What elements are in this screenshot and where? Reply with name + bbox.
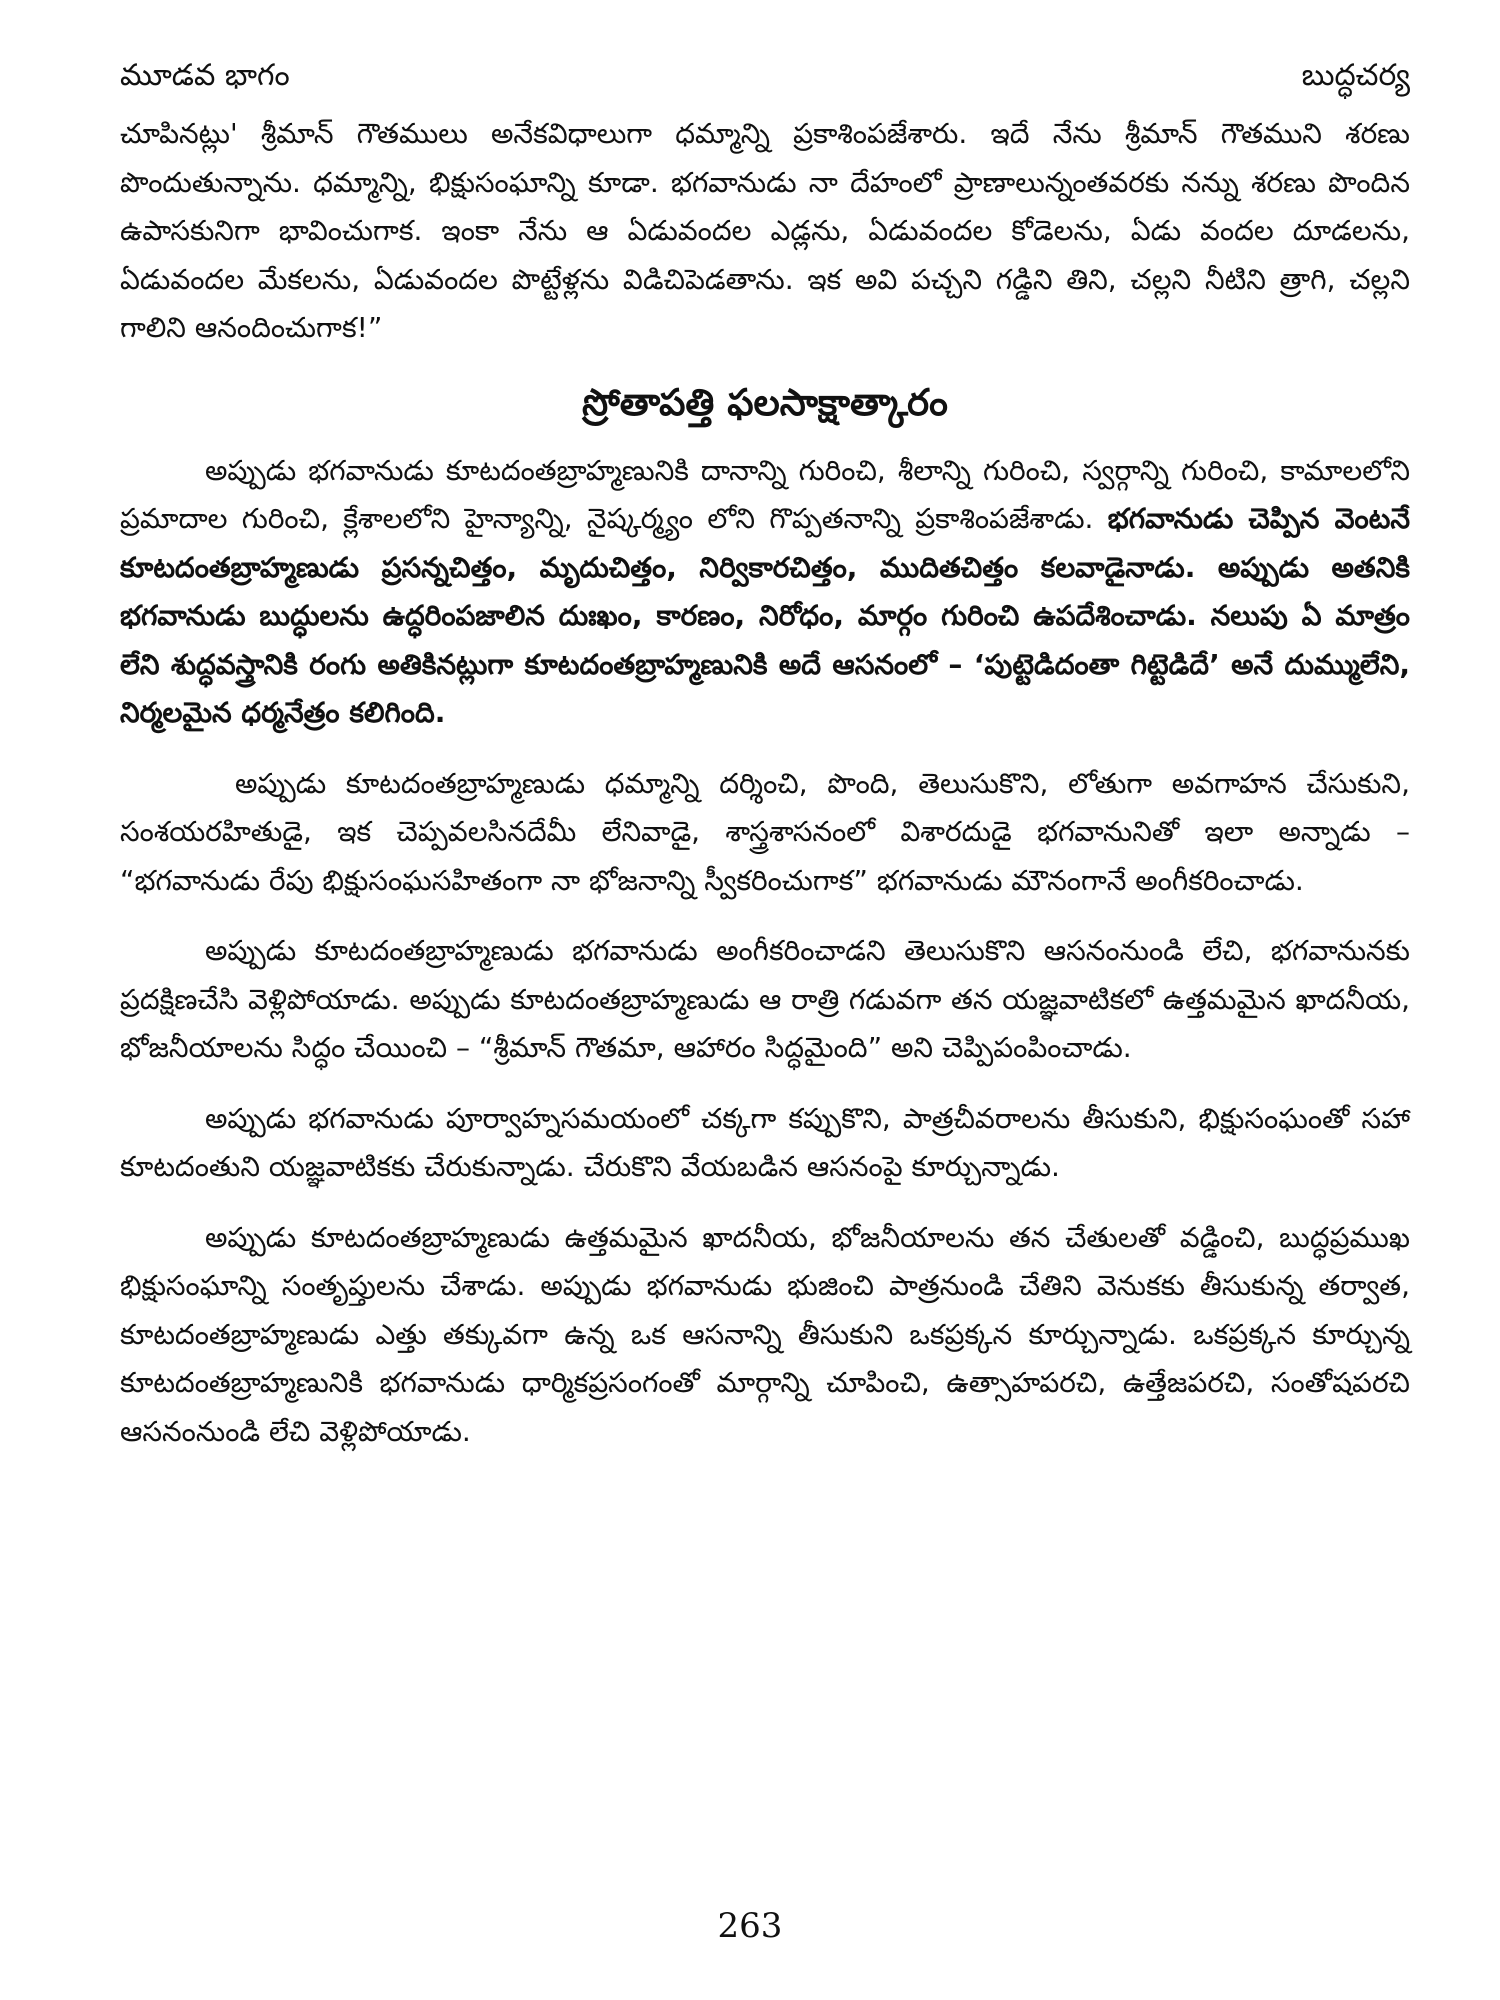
- main-text: [120, 110, 1410, 1456]
- paragraph-4: అప్పుడు భగవానుడు పూర్వాహ్నసమయంలో చక్కగా కప్పుకొని, పాత్రచీవరాలను తీసుకుని, భిక్షుసంఘంతో సహా కూటదంతుని యజ్ఞవాటికకు చేరుకున్నాడు. చేరుకొని వేయబడిన ఆసనంపై కూర్చున్నాడు.: [120, 1101, 1410, 1183]
- section-heading: స్రోతాపత్తి ఫలసాక్షాత్కారం: [582, 380, 948, 424]
- paragraph-1: [120, 447, 1410, 738]
- header-book-title: బుద్ధచర్య: [1301, 58, 1410, 93]
- paragraph-1-text: అప్పుడు భగవానుడు కూటదంతబ్రాహ్మణునికి దానాన్ని గురించి, శీలాన్ని గురించి, స్వర్గాన్ని గురించి, కామాలలోని ప్రమాదాల గురించి, క్లేశాలలోని హైన్యాన్ని, నైష్కర్మ్యం లోని గొప్పతనాన్ని ప్రకాశింపజేశాడు.: [120, 453, 1410, 535]
- paragraph-5: అప్పుడు కూటదంతబ్రాహ్మణుడు ఉత్తమమైన ఖాదనీయ, భోజనీయాలను తన చేతులతో వడ్డించి, బుద్ధప్రముఖ భిక్షుసంఘాన్ని సంతృప్తులను చేశాడు. అప్పుడు భగవానుడు భుజించి పాత్రనుండి చేతిని వెనుకకు తీసుకున్న తర్వాత, కూటదంతబ్రాహ్మణుడు ఎత్తు తక్కువగా ఉన్న ఒక ఆసనాన్ని తీసుకుని ఒకప్రక్కన కూర్చున్నాడు. ఒకప్రక్కన కూర్చున్న కూటదంతబ్రాహ్మణునికి భగవానుడు ధార్మికప్రసంగంతో మార్గాన్ని చూపించి, ఉత్సాహపరచి, ఉత్తేజపరచి, సంతోషపరచి ఆసనంనుండి లేచి వెళ్లిపోయాడు.: [120, 1220, 1410, 1448]
- running-header: [120, 54, 1410, 104]
- page-number: 263: [717, 1906, 783, 1946]
- paragraph-3: అప్పుడు కూటదంతబ్రాహ్మణుడు భగవానుడు అంగీకరించాడని తెలుసుకొని ఆసనంనుండి లేచి, భగవానునకు ప్రదక్షిణచేసి వెళ్లిపోయాడు. అప్పుడు కూటదంతబ్రాహ్మణుడు ఆ రాత్రి గడువగా తన యజ్ఞవాటికలో ఉత్తమమైన ఖాదనీయ, భోజనీయాలను సిద్ధం చేయించి – “శ్రీమాన్ గౌతమా, ఆహారం సిద్ధమైంది” అని చెప్పిపంపించాడు.: [120, 934, 1410, 1064]
- paragraph-1-bold-text: భగవానుడు చెప్పిన వెంటనే కూటదంతబ్రాహ్మణుడు ప్రసన్నచిత్తం, మృదుచిత్తం, నిర్వికారచిత్తం, ముదితచిత్తం కలవాడైనాడు. అప్పుడు అతనికి భగవానుడు బుద్ధులను ఉద్ధరింపజాలిన దుఃఖం, కారణం, నిరోధం, మార్గం గురించి ఉపదేశించాడు. నలుపు ఏ మాత్రం లేని శుద్ధవస్త్రానికి రంగు అతికినట్లుగా కూటదంతబ్రాహ్మణునికి అదే ఆసనంలో – ‘పుట్టెడిదంతా గిట్టెడిదే’ అనే దుమ్ములేని, నిర్మలమైన ధర్మనేత్రం కలిగింది.: [120, 502, 1411, 729]
- header-part-title: మూడవ భాగం: [120, 58, 290, 93]
- paragraph-continued: చూపినట్లు' శ్రీమాన్ గౌతములు అనేకవిధాలుగా ధమ్మాన్ని ప్రకాశింపజేశారు. ఇదే నేను శ్రీమాన్ గౌతముని శరణు పొందుతున్నాను. ధమ్మాన్ని, భిక్షుసంఘాన్ని కూడా. భగవానుడు నా దేహంలో ప్రాణాలున్నంతవరకు నన్ను శరణు పొందిన ఉపాసకునిగా భావించుగాక. ఇంకా నేను ఆ ఏడువందల ఎడ్లను, ఏడువందల కోడెలను, ఏడు వందల దూడలను, ఏడువందల మేకలను, ఏడువందల పొట్టేళ్లను విడిచిపెడతాను. ఇక అవి పచ్చని గడ్డిని తిని, చల్లని నీటిని త్రాగి, చల్లని గాలిని ఆనందించుగాక!”: [120, 117, 1410, 344]
- paragraph-2: అప్పుడు కూటదంతబ్రాహ్మణుడు ధమ్మాన్ని దర్శించి, పొంది, తెలుసుకొని, లోతుగా అవగాహన చేసుకుని, సంశయరహితుడై, ఇక చెప్పవలసినదేమీ లేనివాడై, శాస్త్రశాసనంలో విశారదుడై భగవానునితో ఇలా అన్నాడు – “భగవానుడు రేపు భిక్షుసంఘసహితంగా నా భోజనాన్ని స్వీకరించుగాక” భగవానుడు మౌనంగానే అంగీకరించాడు.: [120, 766, 1410, 897]
